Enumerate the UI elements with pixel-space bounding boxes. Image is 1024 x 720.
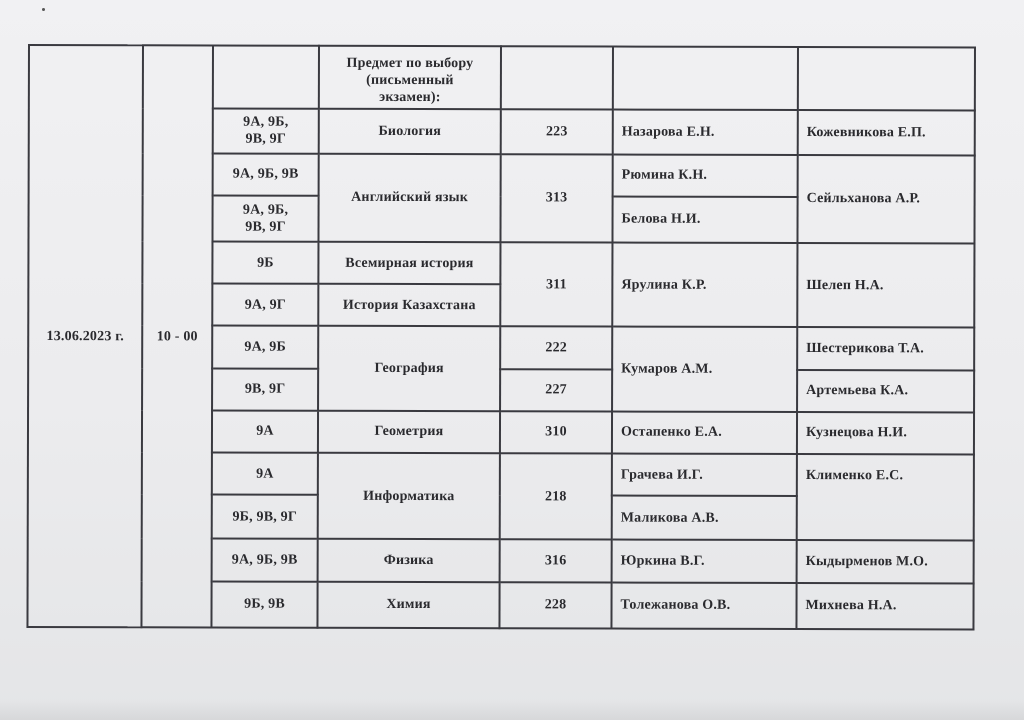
header-teacher-cell	[613, 47, 798, 111]
room-cell: 227	[500, 369, 612, 411]
classes-cell: 9А	[212, 410, 318, 452]
subject-cell: Химия	[317, 581, 499, 628]
teacher-cell: Белова Н.И.	[612, 196, 797, 243]
classes-cell: 9А, 9Б	[212, 326, 318, 368]
teacher-cell: Маликова А.В.	[612, 496, 797, 541]
assistant-cell: Шелеп Н.А.	[797, 243, 974, 328]
room-cell: 223	[501, 110, 613, 155]
subject-cell: Английский язык	[318, 153, 500, 242]
assistant-cell: Кыдырменов М.О.	[797, 540, 974, 583]
teacher-cell: Юркина В.Г.	[612, 540, 797, 583]
teacher-cell: Толежанова О.В.	[611, 582, 796, 629]
assistant-cell: Кузнецова Н.И.	[797, 412, 974, 455]
room-cell: 313	[500, 154, 612, 243]
header-assistant-cell	[798, 47, 975, 111]
paper-bottom-shadow	[0, 700, 1024, 720]
teacher-cell: Назарова Е.Н.	[613, 110, 798, 155]
subject-cell: Биология	[319, 109, 501, 154]
classes-cell: 9А	[212, 452, 318, 494]
subject-cell: Физика	[318, 539, 500, 582]
classes-cell: 9А, 9Б, 9В, 9Г	[213, 109, 319, 153]
assistant-cell: Сейльханова А.Р.	[797, 155, 974, 244]
subject-cell: Геометрия	[318, 411, 500, 454]
room-cell: 222	[500, 327, 612, 369]
subject-cell: Информатика	[318, 453, 500, 540]
table-header-row	[29, 45, 975, 111]
assistant-cell: Клименко Е.С.	[797, 454, 974, 541]
classes-cell: 9Б	[212, 241, 318, 283]
teacher-cell: Кумаров А.М.	[612, 327, 797, 412]
room-cell: 218	[500, 453, 612, 540]
teacher-cell: Ярулина К.Р.	[612, 242, 797, 327]
classes-cell: 9А, 9Г	[212, 284, 318, 326]
classes-cell: 9А, 9Б, 9В	[213, 153, 319, 195]
room-cell: 316	[500, 540, 612, 582]
classes-cell: 9Б, 9В	[211, 581, 317, 628]
ink-dot	[42, 8, 45, 11]
exam-date-cell: 13.06.2023 г.	[27, 45, 143, 627]
subject-cell: Всемирная история	[318, 242, 500, 285]
assistant-cell: Шестерикова Т.А.	[797, 327, 974, 370]
teacher-cell: Рюмина К.Н.	[613, 154, 798, 197]
subject-cell: История Казахстана	[318, 284, 500, 327]
teacher-cell: Остапенко Е.А.	[612, 411, 797, 454]
classes-cell: 9В, 9Г	[212, 368, 318, 410]
teacher-cell: Грачева И.Г.	[612, 454, 797, 497]
room-cell: 311	[500, 242, 612, 327]
assistant-cell: Михнева Н.А.	[796, 583, 973, 630]
room-cell: 228	[499, 582, 611, 629]
exam-time-cell: 10 - 00	[141, 45, 213, 627]
subject-cell: География	[318, 326, 500, 411]
room-cell: 310	[500, 411, 612, 453]
assistant-cell: Артемьева К.А.	[797, 370, 974, 413]
classes-cell: 9А, 9Б, 9В	[212, 539, 318, 581]
header-subject-cell: Предмет по выбору (письменный экзамен):	[319, 46, 501, 110]
classes-cell: 9А, 9Б, 9В, 9Г	[212, 195, 318, 242]
header-room-cell	[501, 46, 613, 110]
header-classes-cell	[213, 45, 319, 109]
assistant-cell: Кожевникова Е.П.	[798, 110, 975, 155]
classes-cell: 9Б, 9В, 9Г	[212, 495, 318, 539]
exam-schedule-table	[26, 44, 976, 630]
